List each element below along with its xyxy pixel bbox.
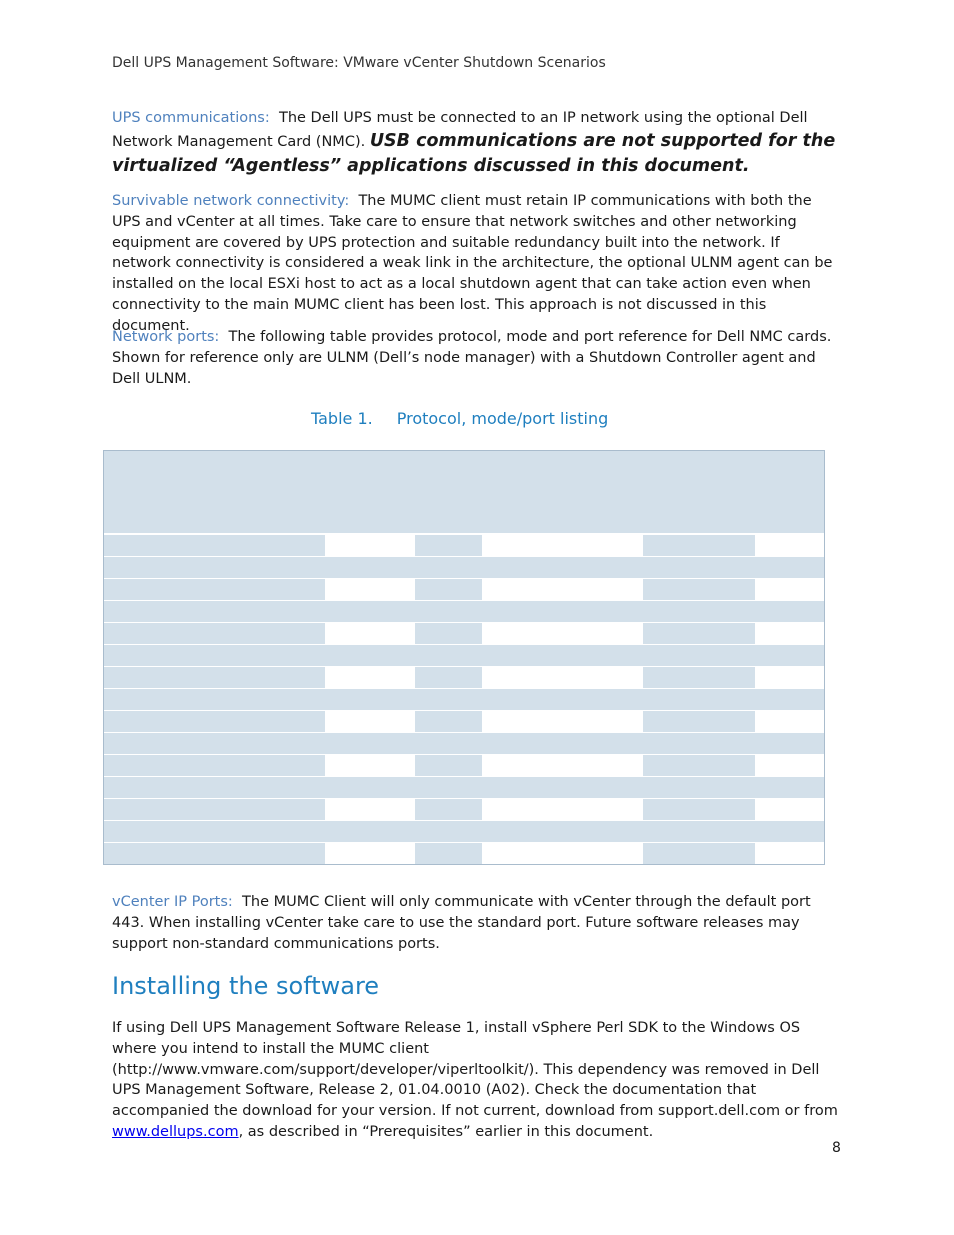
table-row — [104, 710, 824, 732]
install-text-after-link: , as described in “Prerequisites” earlier in this document. — [238, 1123, 654, 1140]
table-row — [104, 556, 824, 578]
install-text-before-link: If using Dell UPS Management Software Release 1, install vSphere Perl SDK to the Windows OS where you intend to install the MUMC client (http://www.vmware.com/support/developer/viperltoolkit/). This dependency was removed in Dell UPS Management Software, Release 2, 01.04.0010 (A02). Check the documentation that accompanied the download for your version. If not current, download from support.dell.com or from — [112, 1020, 838, 1120]
ups-communications-label: UPS communications: — [112, 110, 270, 126]
dellups-link[interactable]: www.dellups.com — [112, 1123, 239, 1140]
table-row — [104, 666, 824, 688]
survivable-connectivity-text: The MUMC client must retain IP communications with both the UPS and vCenter at all times. Take care to ensure that network switches and other networking equipment are covered by UPS protection and suitable redundancy built into the network. If network connectivity is considered a weak link in the architecture, the optional ULNM agent can be installed on the local ESXi host to act as a local shutdown agent that can take action even when connectivity to the main MUMC client has been lost. This approach is not discussed in this document. — [112, 193, 833, 334]
vcenter-ports-text: The MUMC Client will only communicate with vCenter through the default port 443. When installing vCenter take care to use the standard port. Future software releases may support non-standard communications ports. — [112, 894, 811, 952]
table-row — [104, 600, 824, 622]
survivable-connectivity-label: Survivable network connectivity: — [112, 193, 350, 209]
network-ports-paragraph — [112, 327, 842, 389]
table-caption-title: Protocol, mode/port listing — [396, 409, 609, 428]
table-row — [104, 776, 824, 798]
table-row — [104, 578, 824, 600]
vcenter-ports-label: vCenter IP Ports: — [112, 894, 233, 910]
table-row — [104, 820, 824, 842]
vcenter-ports-paragraph — [112, 892, 842, 954]
table-row — [104, 622, 824, 644]
table-row — [104, 688, 824, 710]
survivable-connectivity-paragraph — [112, 191, 842, 337]
usb-not-supported-note: USB communications are not supported for the virtualized “Agentless” applications discussed in this document. — [112, 130, 836, 176]
ups-communications-text: The Dell UPS must be connected to an IP network using the optional Dell Network Management Card (NMC). — [112, 110, 808, 150]
table-row — [104, 842, 824, 864]
table-header-row — [104, 451, 824, 534]
table-row — [104, 644, 824, 666]
protocol-port-table — [103, 450, 825, 865]
table-row — [104, 732, 824, 754]
table-row — [104, 798, 824, 820]
ups-communications-paragraph — [112, 108, 842, 179]
network-ports-label: Network ports: — [112, 329, 220, 345]
table-caption-number: Table 1. — [311, 409, 373, 428]
network-ports-text: The following table provides protocol, mode and port reference for Dell NMC cards. Shown for reference only are ULNM (Dell’s node manager) with a Shutdown Controller agent and Dell ULNM. — [112, 329, 832, 387]
page-number: 8 — [832, 1140, 841, 1156]
running-header: Dell UPS Management Software: VMware vCenter Shutdown Scenarios — [112, 55, 606, 71]
table-caption — [311, 409, 608, 428]
table-row — [104, 534, 824, 556]
installing-software-heading: Installing the software — [112, 972, 380, 1000]
table-row — [104, 754, 824, 776]
install-paragraph — [112, 1018, 842, 1143]
